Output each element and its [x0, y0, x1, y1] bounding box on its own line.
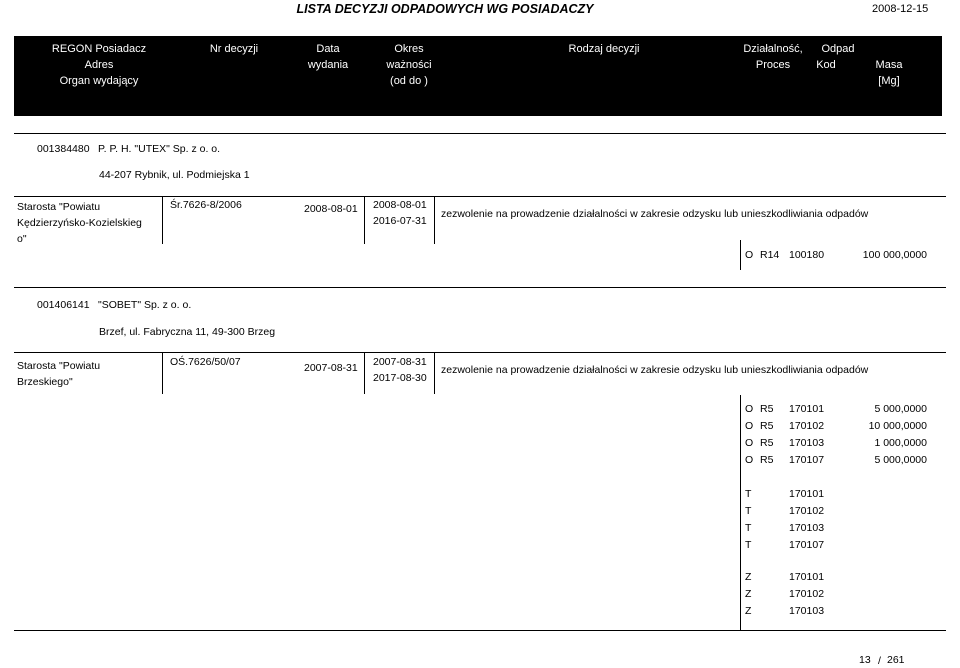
- carryover-type: U: [745, 88, 753, 100]
- waste-type: O: [745, 420, 754, 432]
- column-header: [14, 36, 942, 116]
- entry-issued: 2008-08-01: [304, 203, 358, 215]
- carryover-mass: 5,0000: [894, 88, 927, 100]
- waste-code: 170102: [789, 420, 825, 432]
- col-dzial-2: Proces: [755, 59, 791, 71]
- col-masa-2: [Mg]: [878, 75, 900, 87]
- waste-type: Z: [745, 605, 752, 617]
- col-regon-2: Adres: [84, 59, 114, 71]
- divider: [14, 630, 946, 631]
- page-separator: /: [878, 655, 881, 667]
- entry-valid-to: 2016-07-31: [373, 215, 427, 227]
- divider: [14, 196, 946, 197]
- divider: [14, 352, 946, 353]
- entry-valid-from: 2008-08-01: [373, 199, 427, 211]
- waste-code: 170107: [789, 454, 825, 466]
- divider: [740, 395, 741, 630]
- col-dzial-1: Działalność,: [743, 43, 803, 55]
- waste-code: 100180: [789, 249, 825, 261]
- waste-code: 170102: [789, 505, 825, 517]
- entry-valid-from: 2007-08-31: [373, 356, 427, 368]
- waste-code: 170103: [789, 437, 825, 449]
- waste-code: 170101: [789, 571, 825, 583]
- waste-code: 170102: [789, 588, 825, 600]
- entry-decision: zezwolenie na prowadzenie działalności w zakresie odzysku lub unieszkodliwiania odpadów: [441, 364, 869, 376]
- waste-code: 170101: [789, 488, 825, 500]
- divider: [162, 196, 163, 244]
- divider: [434, 196, 435, 244]
- report-title: LISTA DECYZJI ODPADOWYCH WG POSIADACZY: [296, 2, 594, 16]
- divider: [740, 240, 741, 270]
- waste-mass: 1 000,0000: [874, 437, 927, 449]
- waste-process: R5: [760, 454, 774, 466]
- waste-code: 170103: [789, 605, 825, 617]
- col-odpad-2: Kod: [816, 59, 836, 71]
- col-regon-1: REGON Posiadacz: [51, 43, 147, 55]
- waste-mass: 10 000,0000: [868, 420, 927, 432]
- col-okres-2: ważności: [386, 59, 432, 71]
- carryover-code: 200399: [789, 88, 825, 100]
- waste-mass: 100 000,0000: [862, 249, 927, 261]
- entry-address: 44-207 Rybnik, ul. Podmiejska 1: [99, 169, 250, 181]
- waste-process: R5: [760, 403, 774, 415]
- entry-name: P. P. H. "UTEX" Sp. z o. o.: [98, 143, 221, 155]
- col-nr: Nr decyzji: [209, 43, 259, 55]
- waste-type: O: [745, 437, 754, 449]
- waste-code: 170107: [789, 539, 825, 551]
- waste-type: T: [745, 488, 752, 500]
- entry-regon: 001384480: [37, 143, 90, 155]
- carryover-divider: [740, 80, 741, 115]
- waste-mass: 5 000,0000: [874, 403, 927, 415]
- waste-type: O: [745, 403, 754, 415]
- col-data-1: Data: [316, 43, 340, 55]
- waste-type: Z: [745, 571, 752, 583]
- entry-address: Brzef, ul. Fabryczna 11, 49-300 Brzeg: [99, 326, 276, 338]
- col-okres-1: Okres: [394, 43, 424, 55]
- col-okres-3: (od do ): [390, 75, 428, 87]
- col-data-2: wydania: [307, 59, 349, 71]
- entry-organ-2: Brzeskiego": [17, 376, 73, 388]
- entry-decision: zezwolenie na prowadzenie działalności w zakresie odzysku lub unieszkodliwiania odpadów: [441, 208, 869, 220]
- waste-type: O: [745, 249, 754, 261]
- entry-name: "SOBET" Sp. z o. o.: [98, 299, 192, 311]
- waste-type: T: [745, 539, 752, 551]
- waste-code: 170103: [789, 522, 825, 534]
- page-total: 261: [887, 654, 905, 666]
- entry-organ-3: o": [17, 233, 27, 245]
- col-masa-1: Masa: [875, 59, 903, 71]
- waste-process: R5: [760, 437, 774, 449]
- carryover-process: D5: [760, 88, 774, 100]
- waste-mass: 5 000,0000: [874, 454, 927, 466]
- waste-type: O: [745, 454, 754, 466]
- waste-process: R5: [760, 420, 774, 432]
- divider: [14, 133, 946, 134]
- entry-organ-1: Starosta "Powiatu: [17, 360, 101, 372]
- entry-issued: 2007-08-31: [304, 362, 358, 374]
- col-rodzaj: Rodzaj decyzji: [568, 43, 640, 55]
- col-odpad-1: Odpad: [821, 43, 855, 55]
- divider: [14, 287, 946, 288]
- divider: [364, 352, 365, 394]
- waste-process: R14: [760, 249, 780, 261]
- entry-regon: 001406141: [37, 299, 90, 311]
- entry-organ-1: Starosta "Powiatu: [17, 201, 101, 213]
- page-current: 13: [859, 654, 871, 666]
- waste-code: 170101: [789, 403, 825, 415]
- report-date: 2008-12-15: [872, 3, 929, 15]
- divider: [364, 196, 365, 244]
- waste-type: Z: [745, 588, 752, 600]
- entry-organ-2: Kędzierzyńsko-Kozielskieg: [17, 217, 142, 229]
- entry-nr: OŚ.7626/50/07: [170, 356, 241, 368]
- divider: [434, 352, 435, 394]
- divider: [162, 352, 163, 394]
- entry-valid-to: 2017-08-30: [373, 372, 427, 384]
- entry-nr: Śr.7626-8/2006: [170, 199, 242, 211]
- waste-type: T: [745, 522, 752, 534]
- waste-type: T: [745, 505, 752, 517]
- col-regon-3: Organ wydający: [59, 75, 139, 87]
